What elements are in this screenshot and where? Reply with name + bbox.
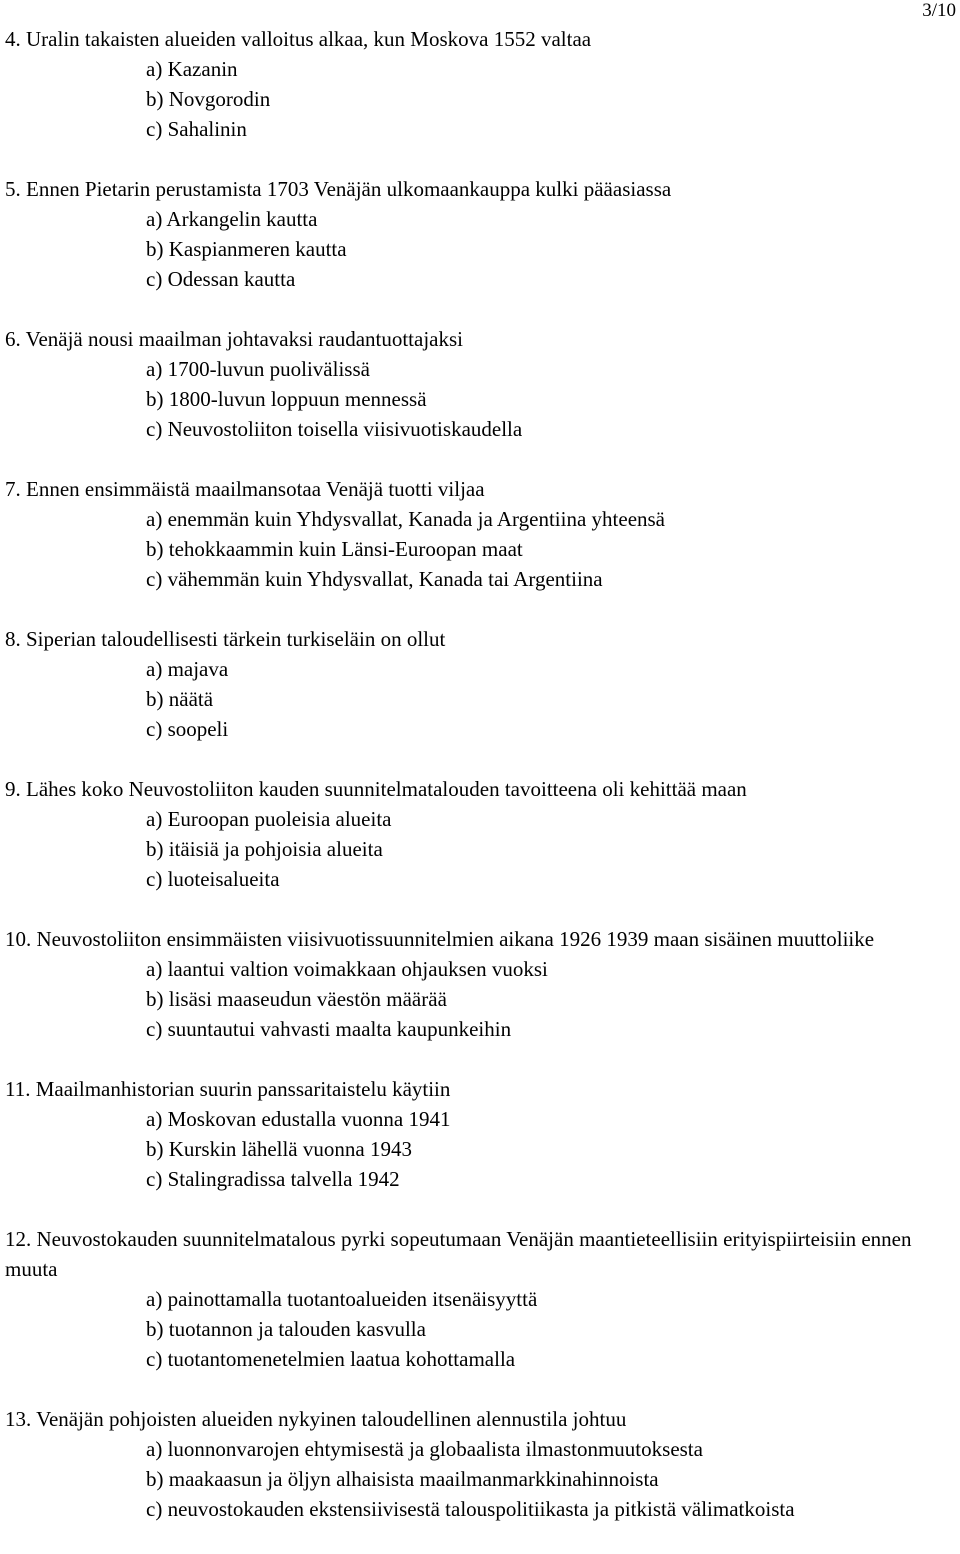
question-text: 8. Siperian taloudellisesti tärkein turkiseläin on ollut	[5, 627, 446, 651]
option-b: b) tuotannon ja talouden kasvulla	[146, 1317, 426, 1341]
question-13	[5, 1404, 957, 1524]
option-a: a) Euroopan puoleisia alueita	[146, 807, 392, 831]
options-list	[5, 804, 957, 894]
option-c: c) Stalingradissa talvella 1942	[146, 1167, 400, 1191]
option-a: a) enemmän kuin Yhdysvallat, Kanada ja Argentiina yhteensä	[146, 507, 666, 531]
question-4	[5, 24, 957, 144]
option-a: a) laantui valtion voimakkaan ohjauksen vuoksi	[146, 957, 548, 981]
question-8	[5, 624, 957, 744]
option-b: b) maakaasun ja öljyn alhaisista maailmanmarkkinahinnoista	[146, 1467, 659, 1491]
options-list	[5, 354, 957, 444]
question-text: 10. Neuvostoliiton ensimmäisten viisivuotissuunnitelmien aikana 1926 1939 maan sisäinen muuttoliike	[5, 927, 875, 951]
option-b: b) Kurskin lähellä vuonna 1943	[146, 1137, 412, 1161]
option-c: c) vähemmän kuin Yhdysvallat, Kanada tai Argentiina	[146, 567, 603, 591]
question-7	[5, 474, 957, 594]
option-c: c) luoteisalueita	[146, 867, 280, 891]
options-list	[5, 54, 957, 144]
option-b: b) näätä	[146, 687, 214, 711]
option-b: b) tehokkaammin kuin Länsi-Euroopan maat	[146, 537, 523, 561]
option-a: a) majava	[146, 657, 229, 681]
option-c: c) suuntautui vahvasti maalta kaupunkeihin	[146, 1017, 512, 1041]
option-a: a) luonnonvarojen ehtymisestä ja globaalista ilmastonmuutoksesta	[146, 1437, 703, 1461]
question-text: 9. Lähes koko Neuvostoliiton kauden suunnitelmatalouden tavoitteena oli kehittää maan	[5, 777, 747, 801]
question-12	[5, 1224, 957, 1374]
question-text: 11. Maailmanhistorian suurin panssaritaistelu käytiin	[5, 1077, 451, 1101]
question-11	[5, 1074, 957, 1194]
question-text: 6. Venäjä nousi maailman johtavaksi raudantuottajaksi	[5, 327, 464, 351]
question-text: 13. Venäjän pohjoisten alueiden nykyinen taloudellinen alennustila johtuu	[5, 1407, 627, 1431]
option-c: c) Odessan kautta	[146, 267, 296, 291]
option-c: c) tuotantomenetelmien laatua kohottamalla	[146, 1347, 516, 1371]
options-list	[5, 504, 957, 594]
page-number: 3/10	[922, 0, 956, 21]
option-a: a) Moskovan edustalla vuonna 1941	[146, 1107, 451, 1131]
question-text: 5. Ennen Pietarin perustamista 1703 Venäjän ulkomaankauppa kulki pääasiassa	[5, 177, 672, 201]
options-list	[5, 1284, 957, 1374]
question-9	[5, 774, 957, 894]
option-c: c) Sahalinin	[146, 117, 247, 141]
option-c: c) soopeli	[146, 717, 229, 741]
question-10	[5, 924, 957, 1044]
question-text: 12. Neuvostokauden suunnitelmatalous pyrki sopeutumaan Venäjän maantieteellisiin erityispiirteisiin ennen muuta	[5, 1227, 912, 1281]
question-6	[5, 324, 957, 444]
option-a: a) Kazanin	[146, 57, 238, 81]
option-b: b) lisäsi maaseudun väestön määrää	[146, 987, 447, 1011]
option-b: b) 1800-luvun loppuun mennessä	[146, 387, 427, 411]
option-a: a) Arkangelin kautta	[146, 207, 318, 231]
option-c: c) Neuvostoliiton toisella viisivuotiskaudella	[146, 417, 523, 441]
option-b: b) Novgorodin	[146, 87, 271, 111]
question-5	[5, 174, 957, 294]
question-text: 4. Uralin takaisten alueiden valloitus alkaa, kun Moskova 1552 valtaa	[5, 27, 592, 51]
options-list	[5, 204, 957, 294]
option-b: b) itäisiä ja pohjoisia alueita	[146, 837, 383, 861]
option-a: a) painottamalla tuotantoalueiden itsenäisyyttä	[146, 1287, 538, 1311]
options-list	[5, 1104, 957, 1194]
question-text: 7. Ennen ensimmäistä maailmansotaa Venäjä tuotti viljaa	[5, 477, 485, 501]
options-list	[5, 954, 957, 1044]
options-list	[5, 1434, 957, 1524]
question-list	[5, 24, 957, 1554]
options-list	[5, 654, 957, 744]
option-c: c) neuvostokauden ekstensiivisestä talouspolitiikasta ja pitkistä välimatkoista	[146, 1497, 795, 1521]
option-b: b) Kaspianmeren kautta	[146, 237, 347, 261]
option-a: a) 1700-luvun puolivälissä	[146, 357, 370, 381]
